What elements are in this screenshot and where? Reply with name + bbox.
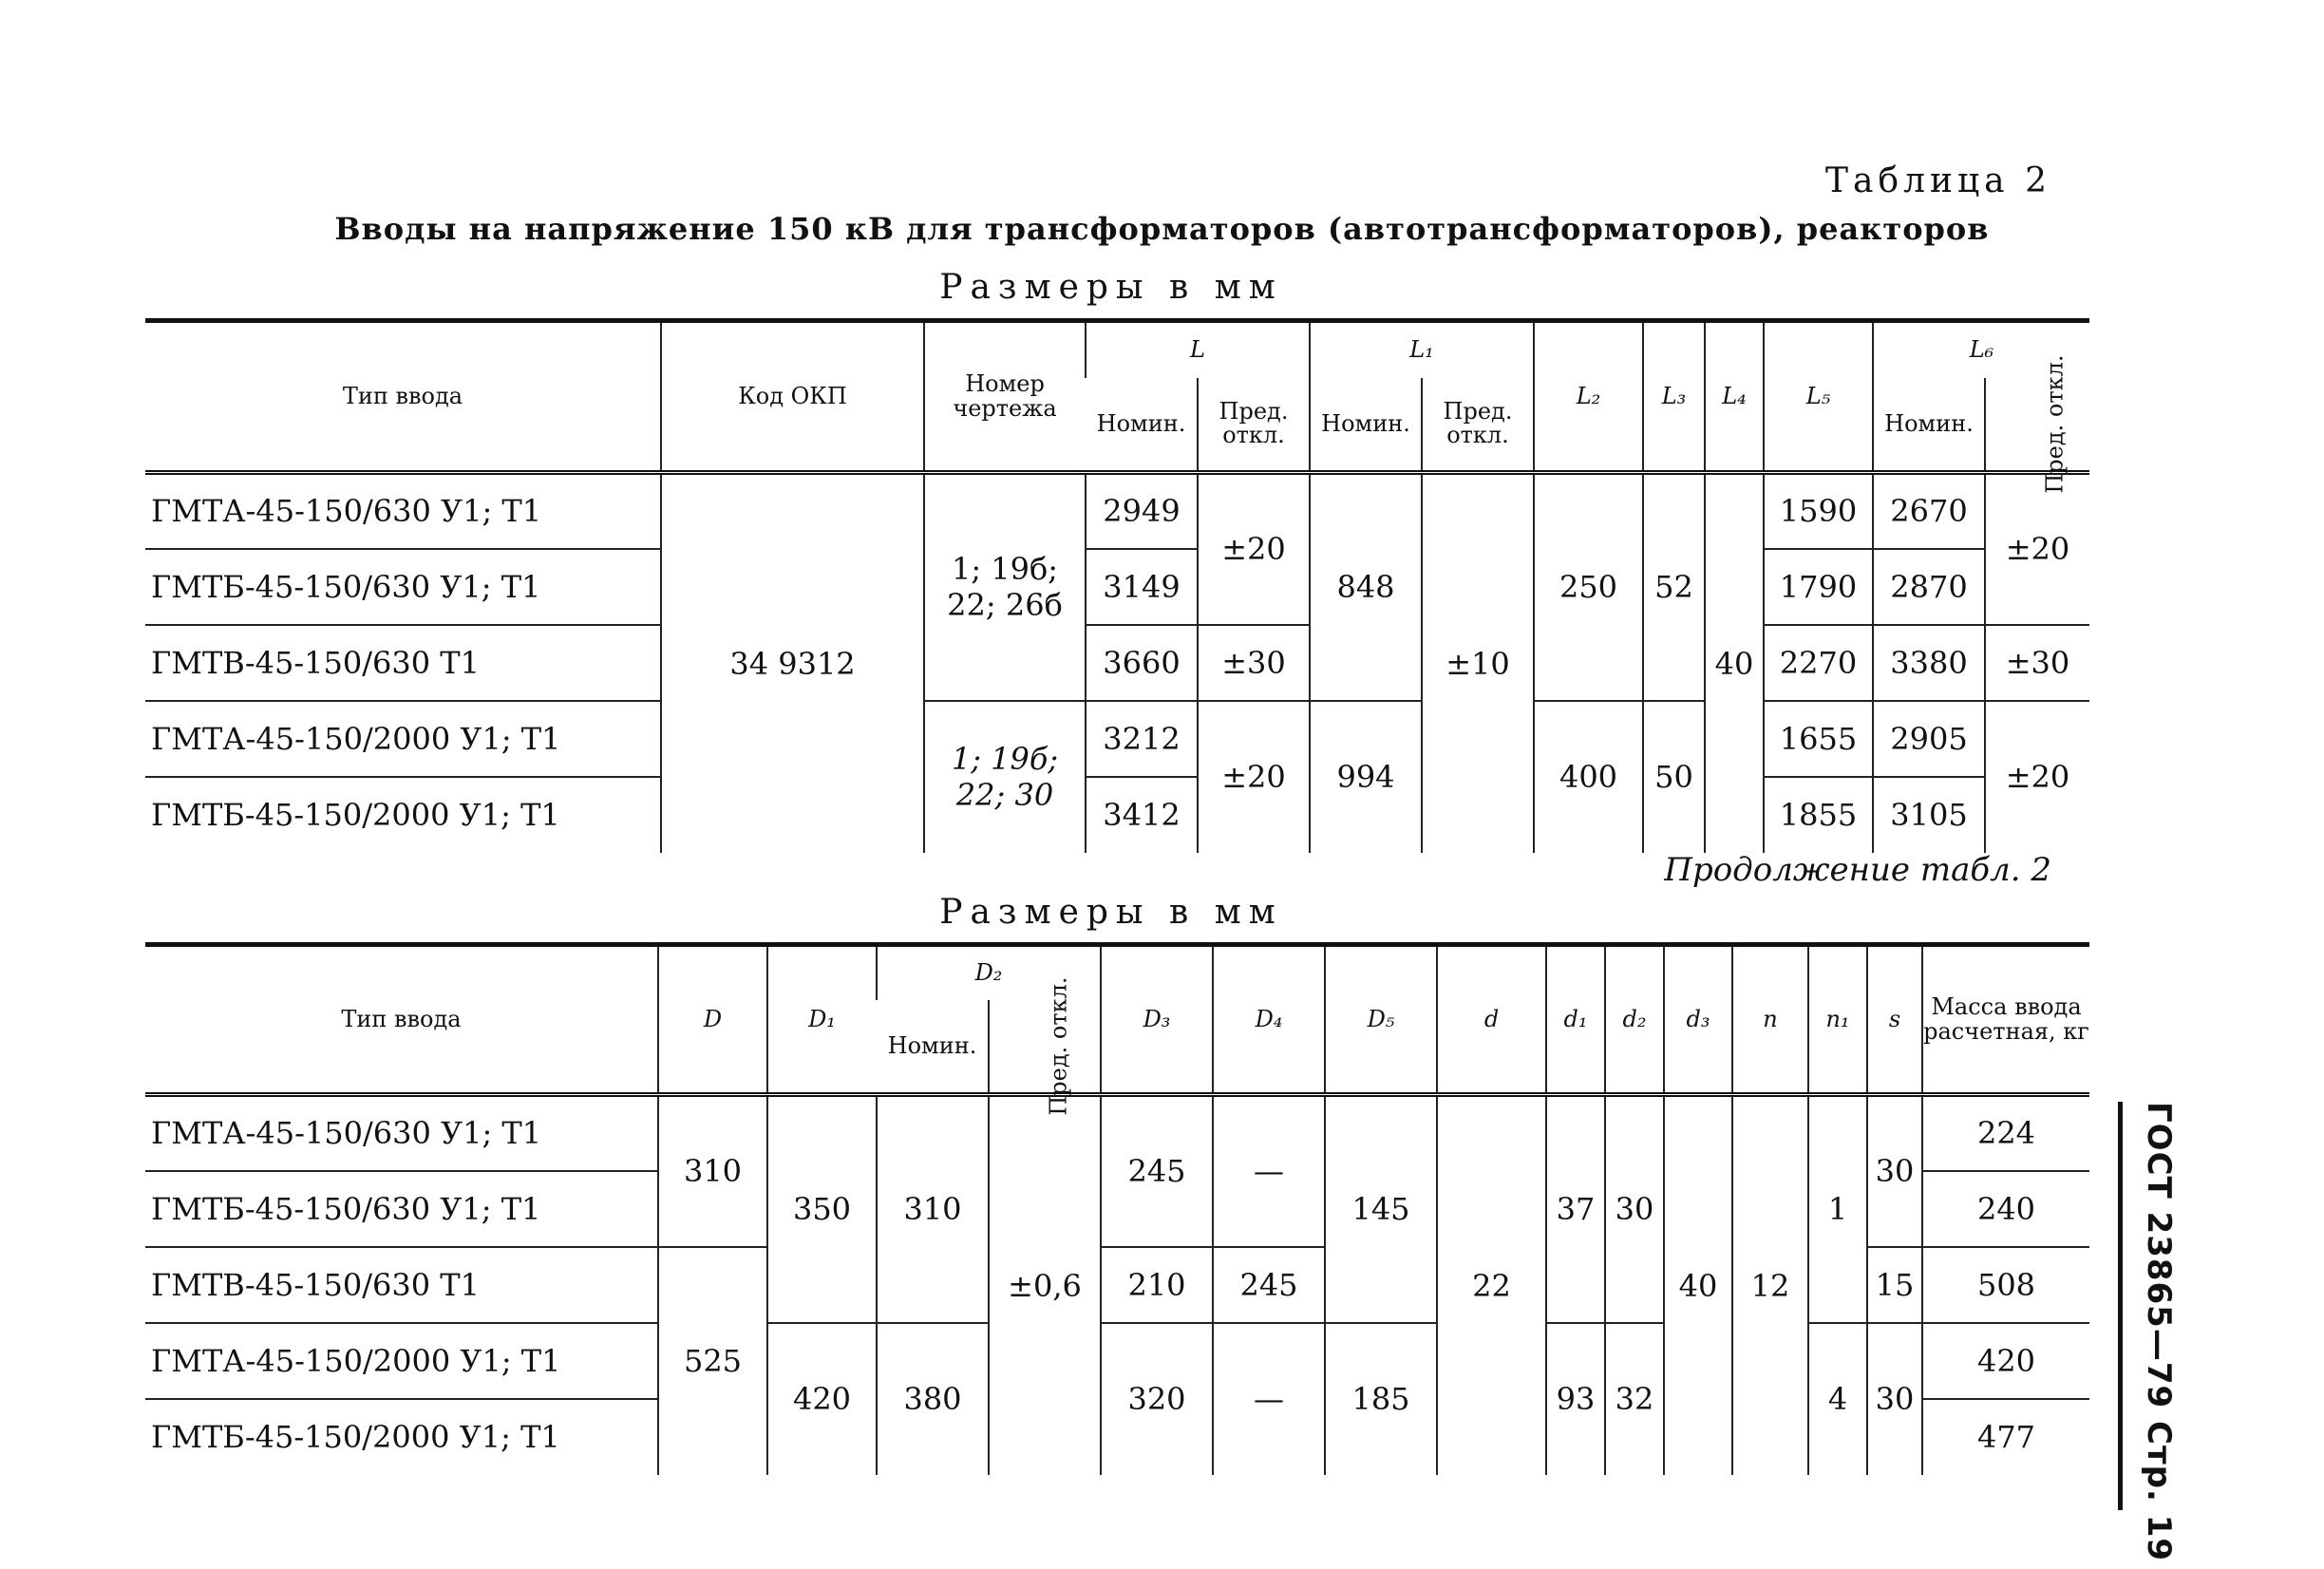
cell-okp: 34 9312 <box>661 473 924 853</box>
col-d3: d₃ <box>1664 945 1732 1095</box>
cell-drawing-b: 1; 19б; 22; 30 <box>924 701 1086 853</box>
cell-D5-a: 145 <box>1325 1095 1437 1323</box>
cell-D2-nom-a: 310 <box>877 1095 989 1323</box>
table-row-type: ГМТБ-45-150/630 У1; Т1 <box>145 1171 658 1247</box>
cell-D-a: 310 <box>658 1095 767 1247</box>
cell-D1-a: 350 <box>767 1095 877 1323</box>
col-s: s <box>1867 945 1922 1095</box>
col-okp: Код ОКП <box>661 321 924 473</box>
cell-n1-b: 4 <box>1808 1323 1867 1475</box>
cell-L6-nom: 2905 <box>1873 701 1985 777</box>
col-d2: d₂ <box>1605 945 1664 1095</box>
cell-L3-b: 50 <box>1643 701 1705 853</box>
table-row-type: ГМТВ-45-150/630 Т1 <box>145 625 661 701</box>
cell-L-tol-a: ±20 <box>1198 473 1310 625</box>
col-L6-nom: Номин. <box>1873 378 1985 473</box>
cell-n: 12 <box>1732 1095 1808 1475</box>
cell-d1-a: 37 <box>1546 1095 1605 1323</box>
col-d1: d₁ <box>1546 945 1605 1095</box>
inputs-dimensions-table-1 <box>145 318 2089 853</box>
col-L1-nom: Номин. <box>1310 378 1422 473</box>
cell-L-tol-b: ±30 <box>1198 625 1310 701</box>
cell-mass: 477 <box>1922 1399 2089 1475</box>
cell-L1-nom-b: 994 <box>1310 701 1422 853</box>
cell-mass: 240 <box>1922 1171 2089 1247</box>
cell-n1-a: 1 <box>1808 1095 1867 1323</box>
cell-D2-nom-b: 380 <box>877 1323 989 1475</box>
col-mass: Масса ввода расчетная, кг <box>1922 945 2089 1095</box>
cell-L6-tol-b: ±30 <box>1985 625 2089 701</box>
cell-L1-tol: ±10 <box>1422 473 1534 853</box>
cell-L1-nom-a: 848 <box>1310 473 1422 701</box>
col-D2: D₂ <box>877 945 1101 1000</box>
col-type: Тип ввода <box>342 382 463 409</box>
cell-L-nom: 3212 <box>1086 701 1198 777</box>
cell-D4-a: — <box>1213 1095 1325 1247</box>
cell-L2-a: 250 <box>1534 473 1643 701</box>
col-L6: L₆ <box>1873 321 2089 378</box>
table-row-type: ГМТА-45-150/630 У1; Т1 <box>145 1095 658 1171</box>
col-d: d <box>1437 945 1546 1095</box>
continuation-label: Продолжение табл. 2 <box>1664 851 2051 889</box>
col-L6-tol-text: Пред. откл. <box>2041 354 2069 494</box>
col-type: Тип ввода <box>341 1005 462 1032</box>
col-D2-tol <box>989 976 1101 1116</box>
cell-d2-a: 30 <box>1605 1095 1664 1323</box>
standard-page-label <box>2118 1102 2199 1562</box>
col-L: L <box>1086 321 1310 378</box>
cell-D2-tol: ±0,6 <box>989 1095 1101 1475</box>
table-row-type: ГМТБ-45-150/630 У1; Т1 <box>145 549 661 625</box>
inputs-dimensions-table-2 <box>145 942 2089 1475</box>
standard-page-text: ГОСТ 23865—79 Стр. 19 <box>2140 1102 2178 1562</box>
col-D2-nom: Номин. <box>887 1031 977 1059</box>
units-label-1: Размеры в мм <box>939 268 1283 307</box>
cell-L-tol-c: ±20 <box>1198 701 1310 853</box>
table-row-type: ГМТА-45-150/2000 У1; Т1 <box>145 701 661 777</box>
col-L3: L₃ <box>1643 321 1705 473</box>
cell-d1-b: 93 <box>1546 1323 1605 1475</box>
cell-L5: 1790 <box>1764 549 1873 625</box>
cell-L6-tol-c: ±20 <box>1985 701 2089 853</box>
cell-D3-a: 245 <box>1101 1095 1213 1247</box>
table-row-type: ГМТА-45-150/630 У1; Т1 <box>145 473 661 549</box>
col-L1: L₁ <box>1310 321 1534 378</box>
col-drawing: Номер чертежа <box>924 321 1086 473</box>
cell-D5-b: 185 <box>1325 1323 1437 1475</box>
cell-L-nom: 3660 <box>1086 625 1198 701</box>
cell-L5: 1590 <box>1764 473 1873 549</box>
cell-D4-b: 245 <box>1213 1247 1325 1323</box>
table-number: Таблица 2 <box>1825 161 2051 200</box>
col-L2: L₂ <box>1534 321 1643 473</box>
cell-d3: 40 <box>1664 1095 1732 1475</box>
col-D1: D₁ <box>767 945 877 1095</box>
cell-L-nom: 3412 <box>1086 777 1198 853</box>
cell-s-c: 30 <box>1867 1323 1922 1475</box>
cell-L6-tol-a: ±20 <box>1985 473 2089 625</box>
table-row-type: ГМТВ-45-150/630 Т1 <box>145 1247 658 1323</box>
units-label-2: Размеры в мм <box>939 893 1283 932</box>
col-D: D <box>658 945 767 1095</box>
table-caption: Вводы на напряжение 150 кВ для трансформаторов (автотрансформаторов), реакторов <box>334 211 1990 247</box>
col-L1-tol: Пред. откл. <box>1422 378 1534 473</box>
table-row-type: ГМТБ-45-150/2000 У1; Т1 <box>145 1399 658 1475</box>
cell-L4: 40 <box>1705 473 1764 853</box>
cell-L-nom: 3149 <box>1086 549 1198 625</box>
cell-d2-b: 32 <box>1605 1323 1664 1475</box>
cell-mass: 224 <box>1922 1095 2089 1171</box>
cell-d: 22 <box>1437 1095 1546 1475</box>
table-row-type: ГМТА-45-150/2000 У1; Т1 <box>145 1323 658 1399</box>
cell-L6-nom: 3380 <box>1873 625 1985 701</box>
cell-s-b: 15 <box>1867 1247 1922 1323</box>
col-D5: D₅ <box>1325 945 1437 1095</box>
cell-drawing-a: 1; 19б; 22; 26б <box>924 473 1086 701</box>
col-L5: L₅ <box>1764 321 1873 473</box>
cell-D4-c: — <box>1213 1323 1325 1475</box>
col-D4: D₄ <box>1213 945 1325 1095</box>
cell-D3-c: 320 <box>1101 1323 1213 1475</box>
col-L6-tol <box>1985 354 2089 494</box>
cell-L3-a: 52 <box>1643 473 1705 701</box>
cell-mass: 420 <box>1922 1323 2089 1399</box>
cell-mass: 508 <box>1922 1247 2089 1323</box>
cell-L6-nom: 2870 <box>1873 549 1985 625</box>
cell-L5: 1655 <box>1764 701 1873 777</box>
cell-D-b: 525 <box>658 1247 767 1475</box>
cell-D3-b: 210 <box>1101 1247 1213 1323</box>
cell-s-a: 30 <box>1867 1095 1922 1247</box>
col-D3: D₃ <box>1101 945 1213 1095</box>
table-row-type: ГМТБ-45-150/2000 У1; Т1 <box>145 777 661 853</box>
cell-D1-b: 420 <box>767 1323 877 1475</box>
col-L-nom: Номин. <box>1096 409 1186 437</box>
col-L-tol: Пред. откл. <box>1198 378 1310 473</box>
col-L4: L₄ <box>1705 321 1764 473</box>
cell-L5: 2270 <box>1764 625 1873 701</box>
cell-L5: 1855 <box>1764 777 1873 853</box>
col-n: n <box>1732 945 1808 1095</box>
col-n1: n₁ <box>1808 945 1867 1095</box>
cell-L6-nom: 3105 <box>1873 777 1985 853</box>
cell-L2-b: 400 <box>1534 701 1643 853</box>
cell-L-nom: 2949 <box>1086 473 1198 549</box>
col-D2-tol-text: Пред. откл. <box>1045 976 1072 1116</box>
cell-L6-nom: 2670 <box>1873 473 1985 549</box>
